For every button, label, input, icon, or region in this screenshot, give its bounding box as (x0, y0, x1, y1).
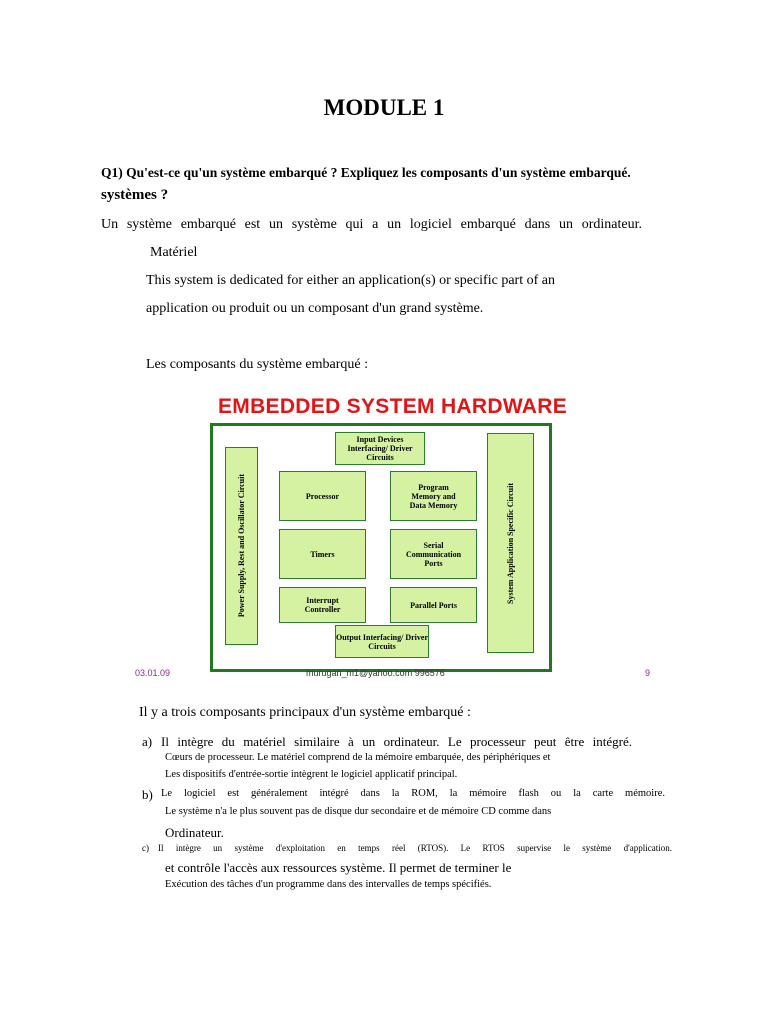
interrupt-controller-block (279, 587, 366, 623)
processor-label: Processor (305, 491, 340, 501)
power-supply-label: Power Supply, Rest and Oscillator Circuit (237, 474, 246, 618)
parallel-ports-block (390, 587, 477, 623)
item-b-line-2: Le système n'a le plus souvent pas de disque dur secondaire et de mémoire CD comme dans (165, 806, 552, 817)
parallel-ports-label: Parallel Ports (410, 600, 457, 610)
item-c-line-1: Il intègre un système d'exploitation en temps réel (RTOS). Le RTOS supervise le système d'application. (158, 843, 672, 853)
output-interfacing-block (335, 625, 429, 658)
item-b-line-3: Ordinateur. (165, 825, 224, 840)
embedded-hardware-figure (130, 390, 660, 690)
system-application-label: System Application Specific Circuit (506, 482, 515, 604)
hardware-board (210, 423, 552, 672)
figure-footer-date: 03.01.09 (135, 668, 171, 678)
item-a-line-2: Cœurs de processeur. Le matériel comprend de la mémoire embarquée, des périphériques et (165, 752, 551, 763)
processor-block (279, 471, 366, 521)
serial-ports-label: Serial Communication Ports (405, 540, 462, 568)
item-b-marker: b) (142, 787, 153, 802)
dedicated-line-2: application ou produit ou un composant d'un grand système. (146, 301, 484, 316)
question-line-2: systèmes ? (101, 187, 169, 203)
figure-footer-page: 9 (645, 668, 651, 678)
item-a-marker: a) (142, 734, 153, 749)
item-c-line-2: et contrôle l'accès aux ressources système. Il permet de terminer le (165, 860, 512, 875)
page-title: MODULE 1 (323, 95, 445, 120)
materiel-label: Matériel (150, 245, 198, 260)
item-c-line-3: Exécution des tâches d'un programme dans des intervalles de temps spécifiés. (165, 879, 492, 890)
item-c-marker: c) (142, 843, 149, 853)
program-memory-label: Program Memory and Data Memory (409, 482, 458, 510)
input-devices-label: Input Devices Interfacing/ Driver Circuits (347, 435, 413, 462)
figure-footer-email: murugan_m1@yahoo.com 996576 (306, 668, 445, 678)
timers-label: Timers (310, 549, 335, 559)
figure-title: EMBEDDED SYSTEM HARDWARE (217, 395, 568, 418)
serial-ports-block (390, 529, 477, 579)
three-components-heading: Il y a trois composants principaux d'un système embarqué : (139, 705, 471, 720)
output-interfacing-label: Output Interfacing/ Driver Circuits (336, 632, 428, 651)
item-a-line-1: Il intègre du matériel similaire à un ordinateur. Le processeur peut être intégré. (161, 734, 632, 749)
program-memory-block (390, 471, 477, 521)
intro-paragraph: Un système embarqué est un système qui a un logiciel embarqué dans un ordinateur. (101, 217, 642, 232)
item-a-line-3: Les dispositifs d'entrée-sortie intègrent le logiciel applicatif principal. (165, 769, 458, 780)
timers-block (279, 529, 366, 579)
question-line-1: Q1) Qu'est-ce qu'un système embarqué ? Expliquez les composants d'un système embarqué. (101, 165, 631, 180)
components-heading: Les composants du système embarqué : (146, 357, 369, 372)
interrupt-controller-label: Interrupt Controller (304, 596, 341, 614)
input-devices-block (335, 432, 425, 465)
dedicated-line-1: This system is dedicated for either an application(s) or specific part of an (146, 273, 555, 288)
item-b-line-1: Le logiciel est généralement intégré dans la ROM, la mémoire flash ou la carte mémoire. (161, 788, 665, 799)
system-application-block (487, 433, 534, 653)
power-supply-block (225, 447, 258, 645)
